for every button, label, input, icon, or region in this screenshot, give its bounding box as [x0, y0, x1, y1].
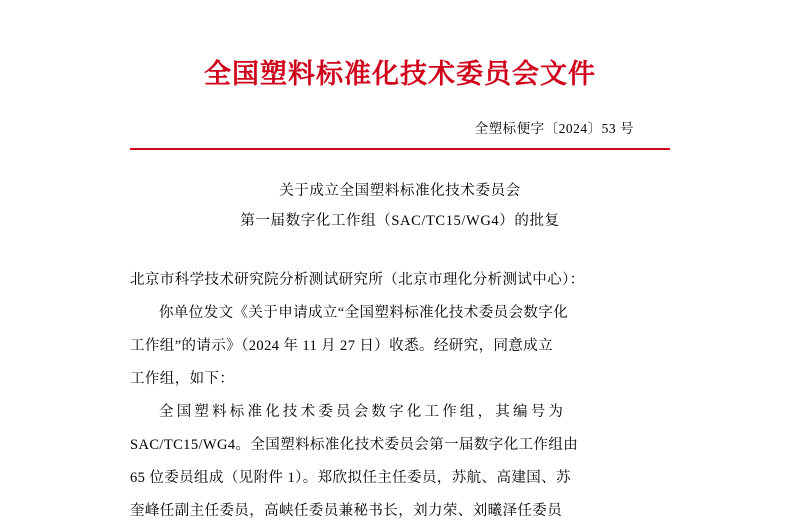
body-paragraph-line: SAC/TC15/WG4。全国塑料标准化技术委员会第一届数字化工作组由: [130, 437, 579, 453]
recipient-line: 北京市科学技术研究院分析测试研究所（北京市理化分析测试中心）：: [130, 272, 585, 288]
body-paragraph-line: 你单位发文《关于申请成立“全国塑料标准化技术委员会数字化: [159, 305, 569, 321]
document-number: 全塑标便字〔2024〕53 号: [474, 121, 634, 136]
red-divider-rule: [130, 148, 670, 150]
document-subject: [130, 176, 670, 236]
body-paragraph-line: 奎峰任副主任委员，高峡任委员兼秘书长，刘力荣、刘曦泽任委员: [130, 503, 563, 519]
subject-line: 关于成立全国塑料标准化技术委员会: [279, 183, 521, 199]
body-paragraph-line: 65 位委员组成（见附件 1）。郑欣拟任主任委员，苏航、高建国、苏: [130, 470, 571, 486]
body-paragraph-line: 全国塑料标准化技术委员会数字化工作组，其编号为: [159, 404, 567, 420]
body-paragraph-line: 工作组，如下：: [130, 371, 235, 387]
document-body: [130, 264, 670, 528]
subject-line: 第一届数字化工作组（SAC/TC15/WG4）的批复: [240, 213, 560, 229]
body-paragraph-line: 工作组”的请示》（2024 年 11 月 27 日）收悉。经研究，同意成立: [130, 338, 554, 354]
document-title: 全国塑料标准化技术委员会文件: [204, 59, 596, 89]
